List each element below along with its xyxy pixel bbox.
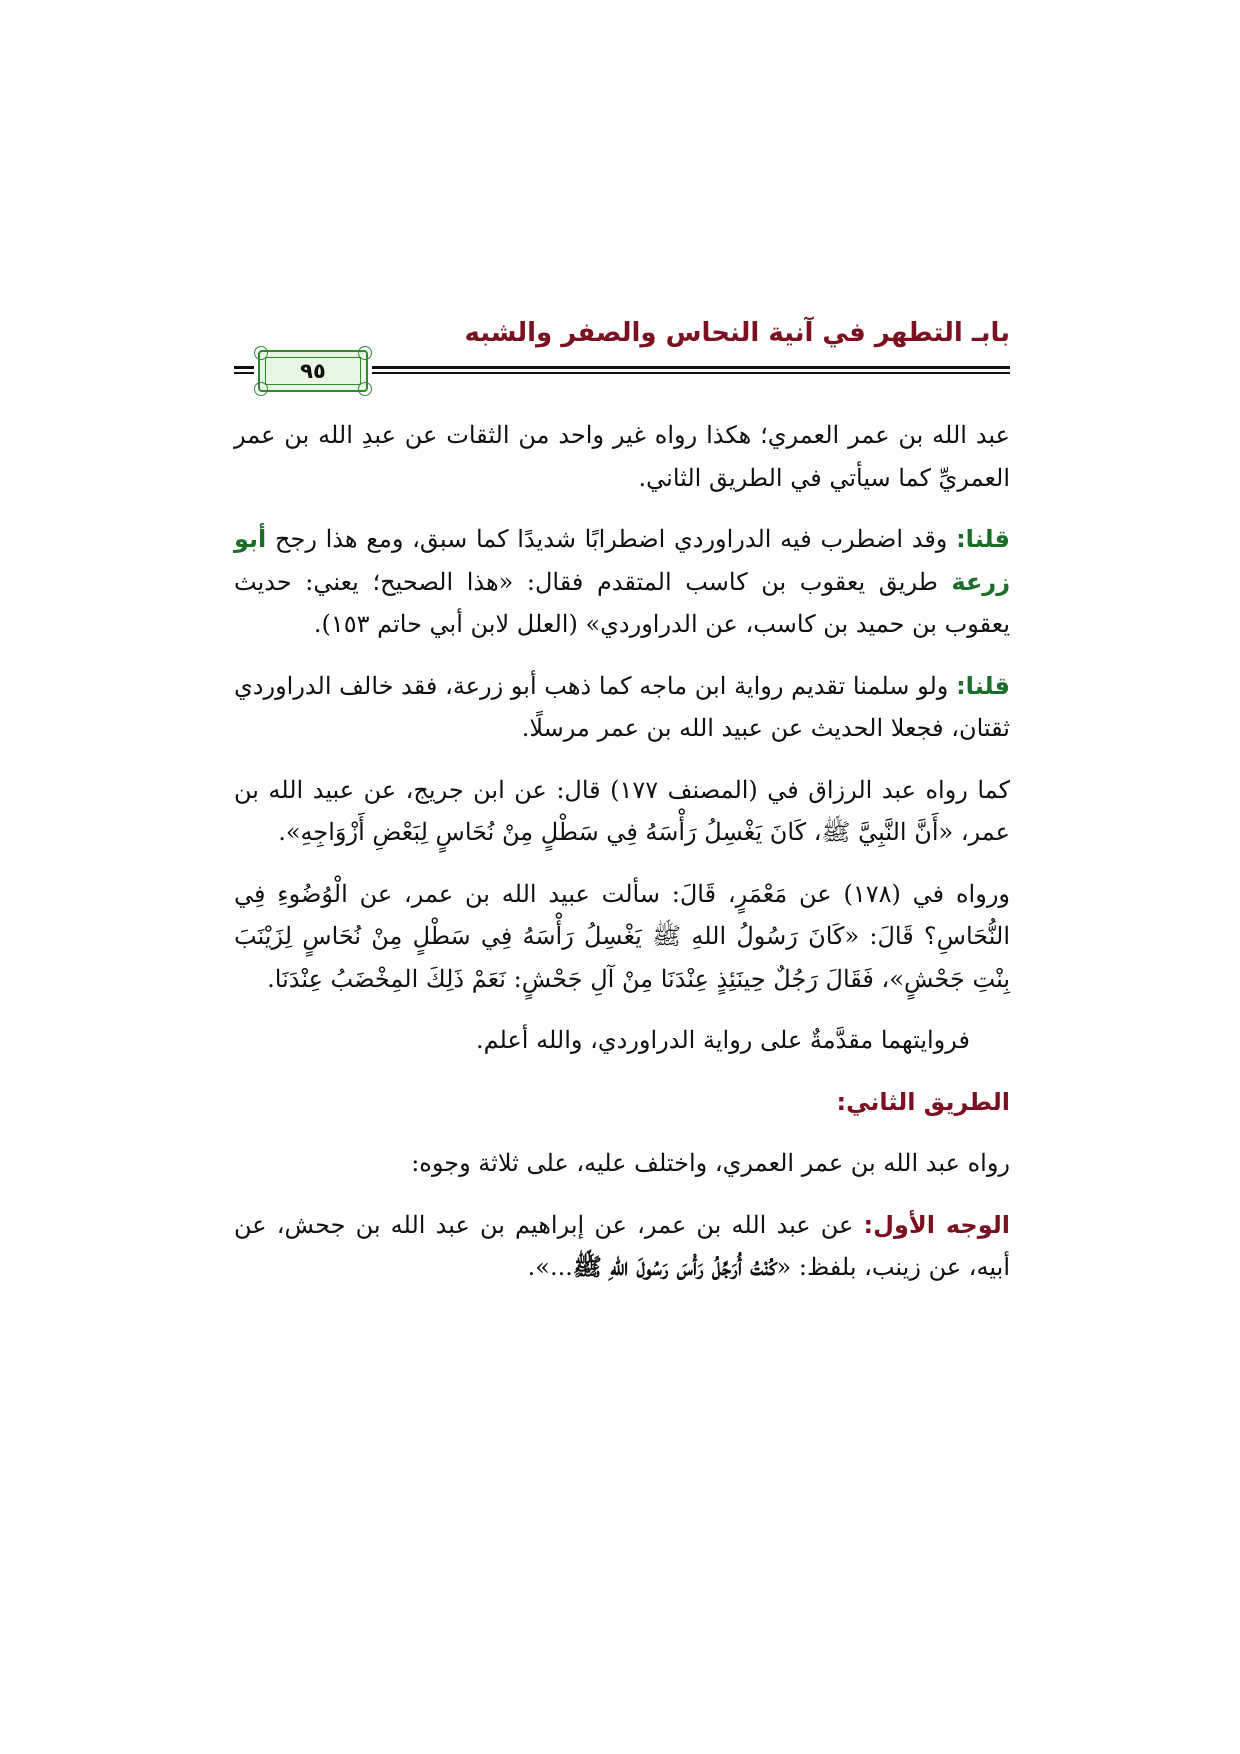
paragraph-3 <box>234 665 1010 750</box>
header-rule-left-thin <box>234 372 254 374</box>
page-number: ٩٥ <box>300 359 326 383</box>
header-rule <box>372 366 1010 369</box>
paragraph-2-text-b: طريق يعقوب بن كاسب المتقدم فقال: «هذا الصحيح؛ يعني: حديث يعقوب بن حميد بن كاسب، عن الدراوردي» (العلل لابن أبي حاتم ١٥٣). <box>234 567 1010 638</box>
first-aspect-label: الوجه الأول: <box>863 1210 1011 1239</box>
second-path-heading: الطريق الثاني: <box>836 1087 1010 1116</box>
body-text <box>234 414 1010 1308</box>
frame-ornament-icon <box>254 346 268 360</box>
qulna-label: قلنا: <box>956 671 1010 700</box>
header-rule-left <box>234 366 254 369</box>
paragraph-8-text-a: عن عبد الله بن عمر، عن إبراهيم بن عبد الله بن جحش، عن أبيه، عن زينب، بلفظ: « <box>234 1210 1010 1281</box>
frame-ornament-icon <box>358 346 372 360</box>
paragraph-4: كما رواه عبد الرزاق في (المصنف ١٧٧) قال: عن ابن جريج، عن عبيد الله بن عمر، «أَنَّ النَّبِيَّ ﷺ، كَانَ يَغْسِلُ رَأْسَهُ فِي سَطْلٍ مِنْ نُحَاسٍ لِبَعْضِ أَزْوَاجِهِ». <box>234 775 1011 846</box>
page-header <box>234 318 1010 393</box>
hadith-quote: كُنْتُ أُرَجِّلُ رَأْسَ رَسُولَ اللهِ ﷺ <box>572 1252 777 1281</box>
paragraph-5: ورواه في (١٧٨) عن مَعْمَرٍ، قَالَ: سألت عبيد الله بن عمر، عن الْوُضُوءِ فِي النُّحَاسِ؟ قَالَ: «كَانَ رَسُولُ اللهِ ﷺ يَغْسِلُ رَأْسَهُ فِي سَطْلٍ مِنْ نُحَاسٍ لِزَيْنَبَ بِنْتِ جَحْشٍ»، فَقَالَ رَجُلٌ حِينَئِذٍ عِنْدَنَا مِنْ آلِ جَحْشٍ: نَعَمْ ذَلِكَ المِخْضَبُ عِنْدَنَا. <box>234 879 1010 993</box>
paragraph-3-text: ولو سلمنا تقديم رواية ابن ماجه كما ذهب أبو زرعة، فقد خالف الدراوردي ثقتان، فجعلا الحديث عن عبيد الله بن عمر مرسلًا. <box>234 671 1010 742</box>
paragraph-7: رواه عبد الله بن عمر العمري، واختلف عليه، على ثلاثة وجوه: <box>411 1149 1010 1177</box>
frame-ornament-icon <box>358 382 372 396</box>
paragraph-2 <box>234 518 1010 646</box>
paragraph-6: فروايتهما مقدَّمةٌ على رواية الدراوردي، والله أعلم. <box>475 1026 970 1054</box>
header-rule-thin <box>372 372 1010 374</box>
page-number-frame <box>258 350 368 392</box>
narrator-name: أبو زرعة <box>234 525 1011 596</box>
paragraph-8-text-b: ...». <box>527 1253 573 1281</box>
paragraph-1: عبد الله بن عمر العمري؛ هكذا رواه غير واحد من الثقات عن عبدِ الله بن عمر العمريِّ كما سيأتي في الطريق الثاني. <box>234 421 1010 492</box>
frame-ornament-icon <box>254 382 268 396</box>
paragraph-8 <box>234 1204 1010 1289</box>
section-heading <box>234 1081 1010 1124</box>
qulna-label: قلنا: <box>956 525 1010 553</box>
chapter-title: بابـ التطهر في آنية النحاس والصفر والشبه <box>464 318 1010 348</box>
paragraph-2-text-a: وقد اضطرب فيه الدراوردي اضطرابًا شديدًا كما سبق، ومع هذا رجح <box>266 525 957 553</box>
